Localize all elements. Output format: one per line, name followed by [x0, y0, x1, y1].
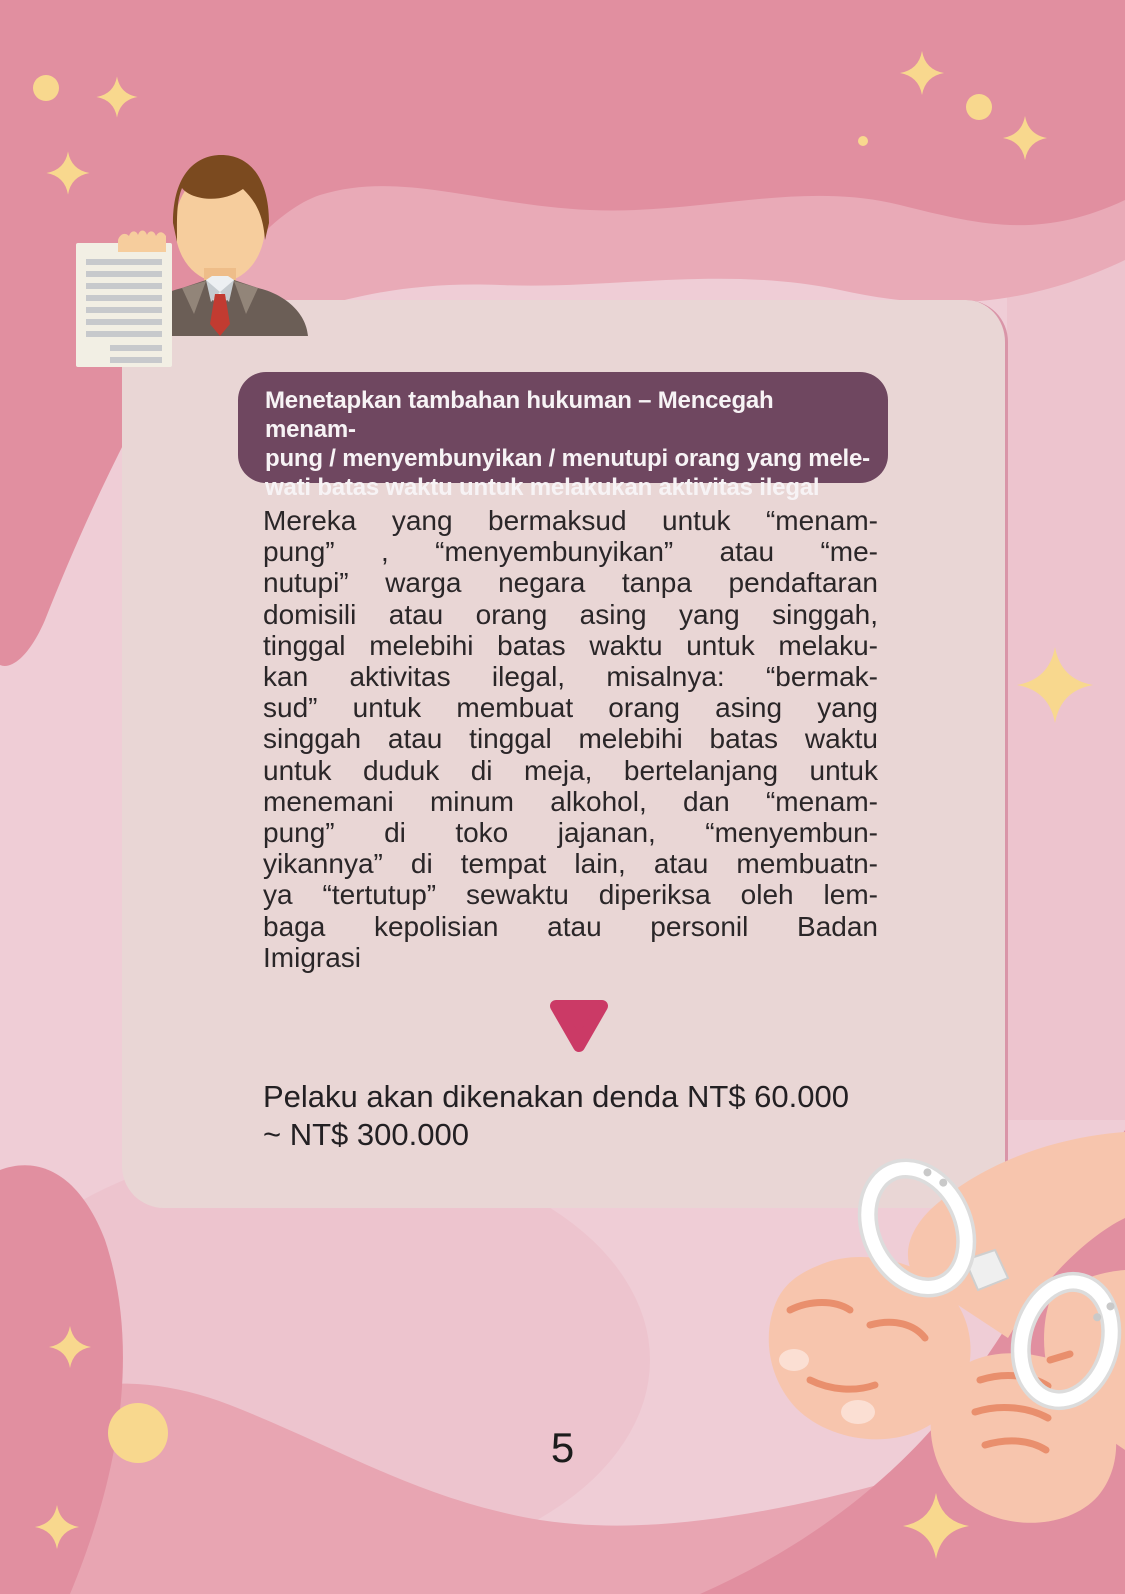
sparkle-star-icon — [35, 1505, 79, 1549]
body-line: Imigrasi — [263, 941, 362, 973]
penalty-line: ~ NT$ 300.000 — [263, 1117, 469, 1152]
fingernail — [779, 1349, 809, 1371]
body-line: menemani minum alkohol, dan “menam- — [263, 785, 878, 817]
businessman-illustration — [70, 128, 310, 368]
document-icon — [76, 243, 172, 367]
sparkle-dot-icon — [966, 94, 992, 120]
body-line: yikannya” di tempat lain, atau membuatn- — [263, 848, 878, 880]
section-title-box — [238, 372, 888, 501]
body-line: pung” , “menyembunyikan” atau “me- — [263, 536, 878, 568]
body-line: Mereka yang bermaksud untuk “menam- — [263, 505, 878, 536]
penalty-line: Pelaku akan dikenakan denda NT$ 60.000 — [263, 1079, 849, 1114]
body-line: sud” untuk membuat orang asing yang — [263, 692, 878, 724]
body-line: domisili atau orang asing yang singgah, — [263, 598, 878, 630]
section-title-line: wati batas waktu untuk melakukan aktivitas ilegal — [265, 474, 820, 501]
body-line: baga kepolisian atau personil Badan — [263, 910, 878, 942]
fingernail — [841, 1400, 875, 1424]
handcuffed-hands-illustration — [750, 1120, 1125, 1540]
body-line: nutupi” warga negara tanpa pendaftaran — [263, 567, 878, 599]
page-number: 5 — [550, 1424, 575, 1471]
sparkle-star-icon — [1017, 647, 1093, 723]
down-arrow-icon — [548, 998, 610, 1054]
body-line: untuk duduk di meja, bertelanjang untuk — [263, 754, 878, 786]
sparkle-dot-icon — [858, 136, 868, 146]
body-paragraph — [263, 505, 878, 973]
sparkle-star-icon — [97, 77, 138, 118]
body-line: kan aktivitas ilegal, misalnya: “bermak- — [263, 661, 878, 693]
hand — [118, 231, 166, 253]
body-line: pung” di toko jajanan, “menyembun- — [263, 817, 878, 849]
section-title-line: Menetapkan tambahan hukuman – Mencegah menam- — [265, 387, 774, 443]
sparkle-star-icon — [1003, 116, 1047, 160]
body-line: ya “tertutup” sewaktu diperiksa oleh lem- — [263, 879, 878, 911]
sparkle-star-icon — [49, 1326, 91, 1368]
sparkle-star-icon — [900, 51, 944, 95]
body-line: singgah atau tinggal melebihi batas waktu — [263, 723, 878, 755]
body-line: tinggal melebihi batas waktu untuk melaku- — [263, 629, 878, 661]
sparkle-dot-icon — [33, 75, 59, 101]
section-title-line: pung / menyembunyikan / menutupi orang yang mele- — [265, 445, 870, 472]
